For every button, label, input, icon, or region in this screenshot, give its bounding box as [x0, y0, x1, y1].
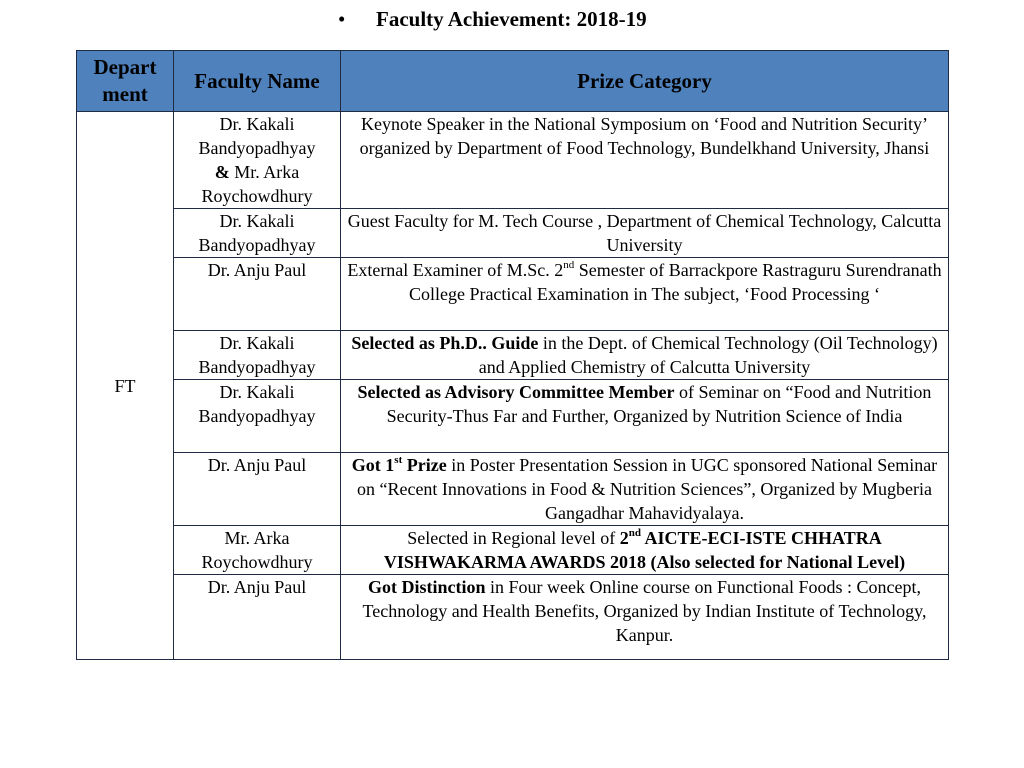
table-row — [77, 453, 949, 526]
faculty-cell: Dr. Kakali Bandyopadhyay — [174, 380, 341, 453]
prize-highlight: Selected as Ph.D.. Guide — [351, 333, 539, 353]
table-row — [77, 575, 949, 660]
prize-cell — [341, 258, 949, 331]
faculty-achievement-table — [76, 50, 949, 660]
prize-highlight: 2 — [619, 528, 629, 548]
prize-highlight: Got 1 — [351, 455, 395, 475]
prize-text-rest: in Poster Presentation Session in UGC sponsored National Seminar on “Recent Innovations in Food & Nutrition Sciences”, Organized by Mugberia Gangadhar Mahavidyalaya. — [356, 455, 938, 523]
bullet-icon: • — [338, 7, 346, 31]
page-title — [338, 7, 647, 32]
ordinal-suffix: nd — [563, 259, 575, 271]
prize-text-rest: in Four week Online course on Functional Foods : Concept, Technology and Health Benefits, Organized by Indian Institute of Technology, Kanpur. — [362, 577, 927, 645]
header-prize-category: Prize Category — [341, 51, 949, 112]
table-row — [77, 209, 949, 258]
page-title-text: Faculty Achievement: 2018-19 — [376, 7, 647, 31]
prize-text-rest: in the Dept. of Chemical Technology (Oil Technology) and Applied Chemistry of Calcutta University — [478, 333, 938, 377]
header-department: Depart ment — [77, 51, 174, 112]
prize-cell — [341, 331, 949, 380]
table-row — [77, 526, 949, 575]
prize-text-rest: Semester of Barrackpore Rastraguru Surendranath College Practical Examination in The subject, ‘Food Processing ‘ — [408, 260, 942, 304]
ampersand: & — [214, 162, 230, 182]
faculty-name: Dr. Kakali Bandyopadhyay — [198, 114, 316, 158]
faculty-cell: Dr. Kakali Bandyopadhyay — [174, 209, 341, 258]
faculty-cell: Dr. Anju Paul — [174, 575, 341, 660]
prize-highlight: Selected as Advisory Committee Member — [357, 382, 675, 402]
faculty-cell — [174, 112, 341, 209]
prize-highlight-2: AICTE-ECI-ISTE CHHATRA VISHWAKARMA AWARDS 2018 (Also selected for National Level) — [383, 528, 906, 572]
table-header-row — [77, 51, 949, 112]
prize-highlight: Got Distinction — [368, 577, 486, 597]
ordinal-suffix: nd — [628, 527, 641, 539]
table-row — [77, 112, 949, 209]
faculty-cell: Mr. Arka Roychowdhury — [174, 526, 341, 575]
prize-cell: Guest Faculty for M. Tech Course , Department of Chemical Technology, Calcutta University — [341, 209, 949, 258]
header-faculty-name: Faculty Name — [174, 51, 341, 112]
prize-cell: Keynote Speaker in the National Symposium on ‘Food and Nutrition Security’ organized by Department of Food Technology, Bundelkhand University, Jhansi — [341, 112, 949, 209]
prize-cell — [341, 526, 949, 575]
table-row — [77, 258, 949, 331]
ordinal-suffix: st — [394, 454, 403, 466]
prize-cell — [341, 453, 949, 526]
faculty-cell: Dr. Anju Paul — [174, 258, 341, 331]
prize-highlight-2: Prize — [402, 455, 447, 475]
faculty-name-2: Mr. Arka Roychowdhury — [201, 162, 313, 206]
faculty-cell: Dr. Anju Paul — [174, 453, 341, 526]
table-row — [77, 380, 949, 453]
faculty-cell: Dr. Kakali Bandyopadhyay — [174, 331, 341, 380]
table-row — [77, 331, 949, 380]
prize-text: External Examiner of M.Sc. 2 — [347, 260, 564, 280]
department-cell: FT — [77, 112, 174, 660]
prize-cell — [341, 380, 949, 453]
prize-text-rest: of Seminar on “Food and Nutrition Security-Thus Far and Further, Organized by Nutrition Science of India — [386, 382, 932, 426]
prize-text: Selected in Regional level of — [407, 528, 620, 548]
prize-cell — [341, 575, 949, 660]
